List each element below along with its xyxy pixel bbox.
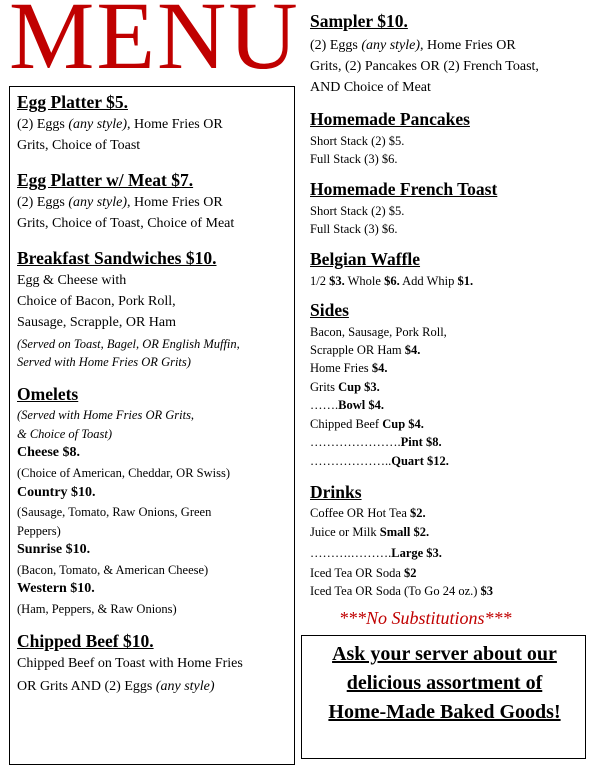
- omelets-note2: & Choice of Toast): [17, 427, 113, 441]
- french-toast-heading: Homemade French Toast: [310, 179, 498, 199]
- french-toast-full-stack: Full Stack (3) $6.: [310, 222, 398, 236]
- sandwiches-line1: Egg & Cheese with: [17, 273, 127, 288]
- sides-line1: Bacon, Sausage, Pork Roll,: [310, 325, 447, 339]
- ad-line3: Home-Made Baked Goods!: [328, 701, 561, 723]
- sides-line5: …….Bowl $4.: [310, 398, 384, 412]
- menu-title: MENU: [9, 0, 300, 89]
- drinks-line1: Coffee OR Hot Tea $2.: [310, 506, 426, 520]
- sandwiches-line3: Sausage, Scrapple, OR Ham: [17, 315, 177, 330]
- egg-platter-heading: Egg Platter $5.: [17, 92, 128, 112]
- left-menu-panel: [9, 86, 295, 765]
- ad-line2: delicious assortment of: [346, 672, 543, 694]
- chipped-beef-heading: Chipped Beef $10.: [17, 631, 154, 651]
- omelets-heading: Omelets: [17, 384, 79, 404]
- sandwiches-line2: Choice of Bacon, Pork Roll,: [17, 294, 176, 309]
- omelets-note1: (Served with Home Fries OR Grits,: [17, 408, 195, 422]
- sampler-line1: (2) Eggs (any style), Home Fries OR: [310, 38, 516, 53]
- chipped-beef-line1: Chipped Beef on Toast with Home Fries: [17, 656, 243, 671]
- sampler-line3: AND Choice of Meat: [310, 80, 431, 95]
- sunrise-omelet-desc: (Bacon, Tomato, & American Cheese): [17, 563, 209, 577]
- drinks-line2: Juice or Milk Small $2.: [310, 525, 430, 539]
- sandwiches-note2: Served with Home Fries OR Grits): [17, 355, 191, 369]
- country-omelet-desc2: Peppers): [17, 524, 61, 538]
- egg-meat-line2: Grits, Choice of Toast, Choice of Meat: [17, 216, 235, 231]
- egg-meat-line1: (2) Eggs (any style), Home Fries OR: [17, 195, 223, 210]
- sides-line6: Chipped Beef Cup $4.: [310, 417, 424, 431]
- egg-platter-line2: Grits, Choice of Toast: [17, 138, 141, 153]
- sides-line3: Home Fries $4.: [310, 361, 388, 375]
- sampler-heading: Sampler $10.: [310, 11, 408, 31]
- western-omelet-name: Western $10.: [17, 581, 95, 596]
- pancakes-full-stack: Full Stack (3) $6.: [310, 152, 398, 166]
- egg-platter-line1: (2) Eggs (any style), Home Fries OR: [17, 117, 223, 132]
- baked-goods-ad: [301, 635, 586, 759]
- ad-line1: Ask your server about our: [332, 643, 557, 665]
- sides-line4: Grits Cup $3.: [310, 380, 380, 394]
- sandwiches-heading: Breakfast Sandwiches $10.: [17, 248, 217, 268]
- right-menu-panel: [301, 3, 586, 631]
- chipped-beef-line2: OR Grits AND (2) Eggs (any style): [17, 679, 215, 694]
- pancakes-short-stack: Short Stack (2) $5.: [310, 134, 405, 148]
- french-toast-short-stack: Short Stack (2) $5.: [310, 204, 405, 218]
- no-substitutions-note: ***No Substitutions***: [339, 608, 512, 628]
- cheese-omelet-desc: (Choice of American, Cheddar, OR Swiss): [17, 466, 231, 480]
- drinks-line5: Iced Tea OR Soda (To Go 24 oz.) $3: [310, 584, 494, 598]
- drinks-line3: ……….……….Large $3.: [310, 546, 442, 560]
- drinks-line4: Iced Tea OR Soda $2: [310, 566, 417, 580]
- western-omelet-desc: (Ham, Peppers, & Raw Onions): [17, 602, 177, 616]
- sides-line2: Scrapple OR Ham $4.: [310, 343, 421, 357]
- country-omelet-name: Country $10.: [17, 485, 96, 500]
- sides-line8: ………………..Quart $12.: [310, 454, 449, 468]
- sandwiches-note1: (Served on Toast, Bagel, OR English Muffin,: [17, 337, 240, 351]
- waffle-heading: Belgian Waffle: [310, 249, 421, 269]
- drinks-heading: Drinks: [310, 482, 362, 502]
- waffle-line1: 1/2 $3. Whole $6. Add Whip $1.: [310, 274, 474, 288]
- sunrise-omelet-name: Sunrise $10.: [17, 542, 91, 557]
- sides-line7: ………………….Pint $8.: [310, 435, 442, 449]
- pancakes-heading: Homemade Pancakes: [310, 109, 470, 129]
- egg-meat-heading: Egg Platter w/ Meat $7.: [17, 170, 194, 190]
- country-omelet-desc1: (Sausage, Tomato, Raw Onions, Green: [17, 505, 212, 519]
- sides-heading: Sides: [310, 300, 349, 320]
- sampler-line2: Grits, (2) Pancakes OR (2) French Toast,: [310, 59, 539, 74]
- cheese-omelet-name: Cheese $8.: [17, 445, 80, 460]
